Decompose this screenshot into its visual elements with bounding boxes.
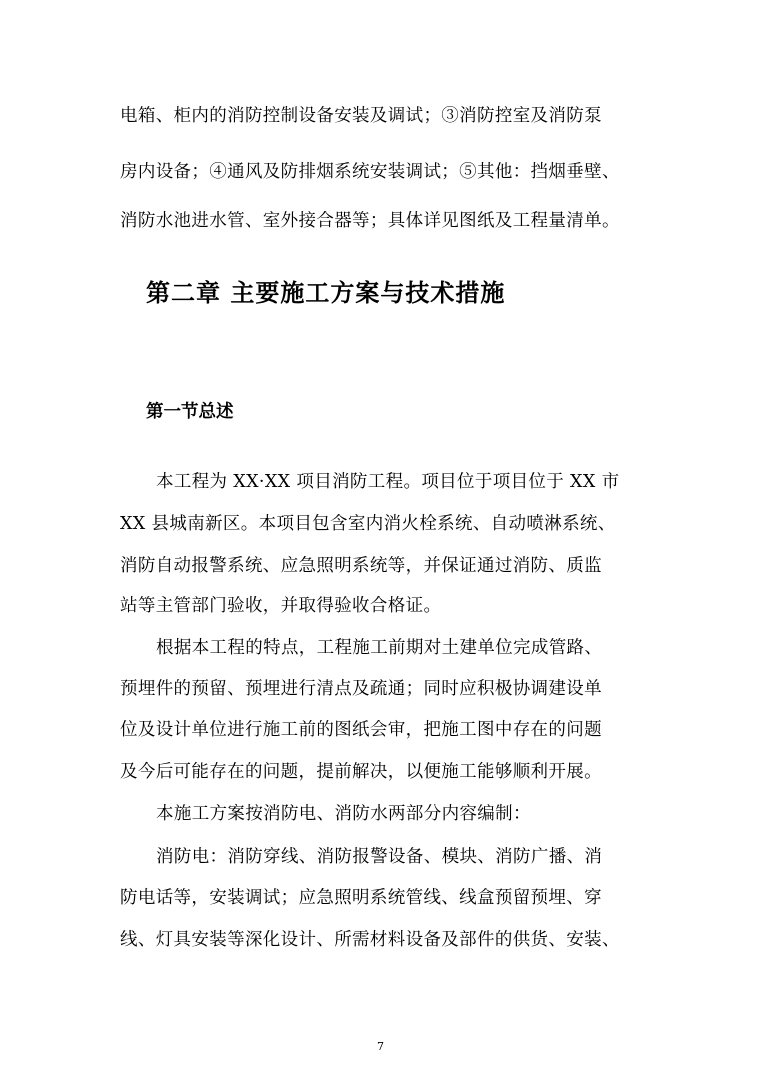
paragraph-line: XX 县城南新区。本项目包含室内消火栓系统、自动喷淋系统、	[120, 514, 616, 534]
paragraph-line: 本施工方案按消防电、消防水两部分内容编制：	[156, 804, 531, 824]
section-heading: 第一节总述	[146, 402, 234, 422]
paragraph-line: 根据本工程的特点，工程施工前期对土建单位完成管路、	[156, 638, 603, 658]
carryover-text-line: 消防水池进水管、室外接合器等；具体详见图纸及工程量清单。	[120, 211, 620, 231]
paragraph-line: 预埋件的预留、预埋进行清点及疏通；同时应积极协调建设单	[120, 679, 602, 699]
paragraph-line: 及今后可能存在的问题，提前解决，以便施工能够顺利开展。	[120, 762, 602, 782]
paragraph-line: 线、灯具安装等深化设计、所需材料设备及部件的供货、安装、	[120, 930, 620, 950]
page-number: 7	[377, 1040, 384, 1053]
carryover-text-line: 房内设备；④通风及防排烟系统安装调试；⑤其他：挡烟垂壁、	[120, 162, 620, 182]
carryover-text-line: 电箱、柜内的消防控制设备安装及调试；③消防控室及消防泵	[120, 106, 602, 126]
paragraph-line: 消防电：消防穿线、消防报警设备、模块、消防广播、消	[156, 847, 603, 867]
paragraph-line: 站等主管部门验收，并取得验收合格证。	[120, 596, 442, 616]
paragraph-line: 本工程为 XX·XX 项目消防工程。项目位于项目位于 XX 市	[156, 472, 620, 492]
chapter-heading: 第二章 主要施工方案与技术措施	[146, 279, 506, 307]
paragraph-line: 位及设计单位进行施工前的图纸会审，把施工图中存在的问题	[120, 720, 602, 740]
paragraph-line: 防电话等，安装调试；应急照明系统管线、线盒预留预埋、穿	[120, 888, 602, 908]
paragraph-line: 消防自动报警系统、应急照明系统等，并保证通过消防、质监	[120, 556, 602, 576]
